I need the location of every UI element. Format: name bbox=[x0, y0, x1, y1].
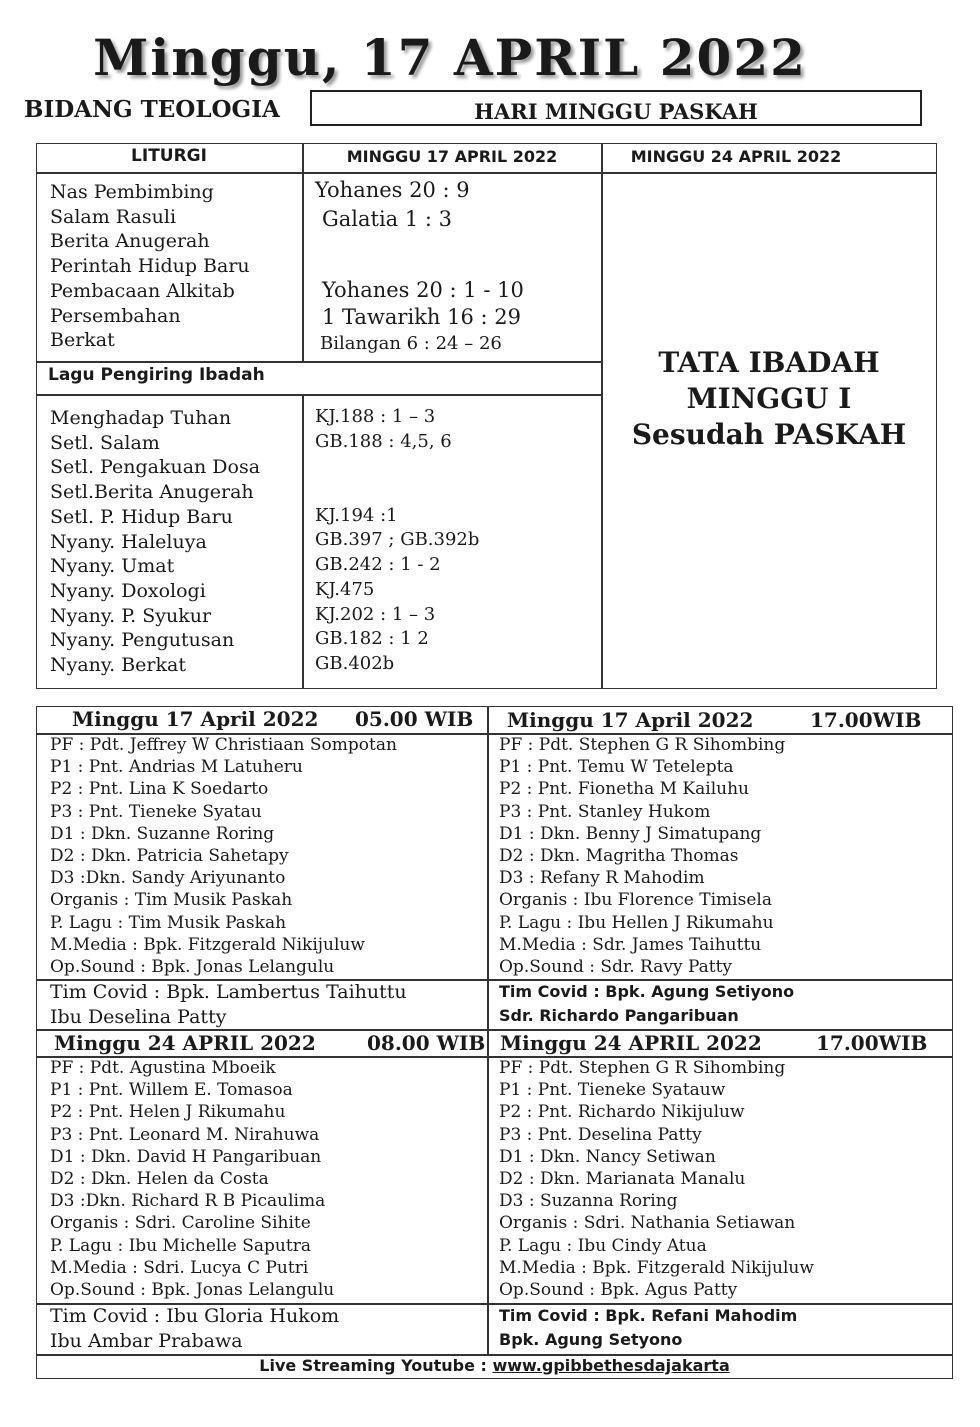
reading-ref: Bilangan 6 : 24 – 26 bbox=[320, 333, 502, 354]
list-item: Pembacaan Alkitab bbox=[50, 279, 235, 302]
list-item: Op.Sound : Bpk. Agus Patty bbox=[499, 1280, 738, 1301]
list-item: KJ.188 : 1 – 3 bbox=[315, 406, 436, 427]
list-item: Op.Sound : Bpk. Jonas Lelangulu bbox=[50, 957, 335, 978]
schedule-time: 08.00 WIB bbox=[367, 1031, 486, 1055]
schedule-date: Minggu 24 APRIL 2022 bbox=[500, 1031, 762, 1055]
list-item: Op.Sound : Bpk. Jonas Lelangulu bbox=[50, 1280, 335, 1301]
list-item: PF : Pdt. Jeffrey W Christiaan Sompotan bbox=[50, 735, 397, 755]
list-item: Persembahan bbox=[50, 304, 181, 327]
list-item: Menghadap Tuhan bbox=[50, 407, 232, 429]
list-item: P3 : Pnt. Leonard M. Nirahuwa bbox=[50, 1124, 320, 1145]
schedule-list bbox=[499, 1057, 814, 1301]
list-item: P3 : Pnt. Tieneke Syatau bbox=[50, 801, 262, 822]
list-item: Berita Anugerah bbox=[50, 230, 210, 253]
list-item: D3 : Suzanna Roring bbox=[499, 1191, 678, 1212]
list-item: P1 : Pnt. Andrias M Latuheru bbox=[50, 757, 303, 778]
reading-ref: Galatia 1 : 3 bbox=[322, 207, 453, 231]
lagu-values bbox=[315, 405, 479, 677]
list-item: M.Media : Bpk. Fitzgerald Nikijuluw bbox=[499, 1257, 814, 1278]
list-item: P3 : Pnt. Stanley Hukom bbox=[499, 801, 711, 822]
covid-team bbox=[50, 1304, 339, 1353]
list-item: Tim Covid : Ibu Gloria Hukom bbox=[50, 1305, 340, 1327]
list-item: P. Lagu : Ibu Michelle Saputra bbox=[50, 1235, 311, 1256]
list-item: D2 : Dkn. Helen da Costa bbox=[50, 1169, 269, 1190]
list-item: D3 :Dkn. Sandy Ariyunanto bbox=[50, 868, 286, 889]
list-item: Nas Pembimbing bbox=[50, 181, 214, 203]
list-item: D1 : Dkn. Suzanne Roring bbox=[50, 823, 275, 844]
liturgi-header: LITURGI bbox=[131, 146, 207, 166]
list-item: D2 : Dkn. Magritha Thomas bbox=[499, 846, 739, 867]
schedule-list bbox=[499, 734, 785, 978]
liturgi-items bbox=[50, 180, 250, 353]
minggu-17-header: MINGGU 17 APRIL 2022 bbox=[346, 147, 558, 166]
list-item: Nyany. P. Syukur bbox=[50, 604, 212, 627]
list-item: M.Media : Sdr. James Taihuttu bbox=[499, 934, 762, 955]
list-item: Organis : Sdri. Caroline Sihite bbox=[50, 1213, 311, 1234]
schedule-date: Minggu 17 April 2022 bbox=[72, 707, 319, 731]
list-item: Ibu Deselina Patty bbox=[50, 1005, 227, 1028]
list-item: Berkat bbox=[50, 329, 115, 352]
list-item: KJ.194 :1 bbox=[315, 504, 398, 526]
table-divider bbox=[302, 394, 304, 688]
list-item: Tim Covid : Bpk. Agung Setiyono bbox=[499, 982, 795, 1001]
table-divider bbox=[302, 143, 304, 361]
list-item: D2 : Dkn. Marianata Manalu bbox=[499, 1169, 746, 1190]
list-item: P1 : Pnt. Tieneke Syatauw bbox=[499, 1080, 726, 1101]
tata-ibadah-line: TATA IBADAH bbox=[658, 346, 880, 379]
tata-ibadah-line: Sesudah PASKAH bbox=[631, 418, 907, 451]
list-item bbox=[315, 454, 479, 479]
list-item: Nyany. Berkat bbox=[50, 654, 186, 677]
list-item: D1 : Dkn. Nancy Setiwan bbox=[499, 1146, 716, 1167]
list-item: P2 : Pnt. Helen J Rikumahu bbox=[50, 1102, 286, 1123]
list-item: Organis : Tim Musik Paskah bbox=[50, 890, 293, 911]
list-item: D3 : Refany R Mahodim bbox=[499, 868, 705, 889]
bidang-label: BIDANG TEOLOGIA bbox=[24, 96, 280, 123]
schedule-time: 17.00WIB bbox=[810, 708, 922, 732]
list-item: D3 :Dkn. Richard R B Picaulima bbox=[50, 1191, 326, 1212]
covid-team bbox=[499, 980, 794, 1028]
list-item: D1 : Dkn. Benny J Simatupang bbox=[499, 823, 762, 844]
list-item: Organis : Sdri. Nathania Setiawan bbox=[499, 1213, 796, 1234]
list-item: Nyany. Haleluya bbox=[50, 530, 207, 553]
reading-ref: Yohanes 20 : 1 - 10 bbox=[322, 278, 524, 302]
list-item: P2 : Pnt. Richardo Nikijuluw bbox=[499, 1102, 745, 1123]
list-item: P2 : Pnt. Fionetha M Kailuhu bbox=[499, 779, 749, 800]
page-title: Minggu, 17 APRIL 2022 bbox=[93, 28, 807, 87]
list-item: Tim Covid : Bpk. Lambertus Taihuttu bbox=[50, 981, 407, 1003]
list-item: GB.188 : 4,5, 6 bbox=[315, 430, 452, 452]
list-item: Setl. P. Hidup Baru bbox=[50, 505, 233, 528]
tata-ibadah-line: MINGGU I bbox=[686, 382, 852, 415]
list-item: P1 : Pnt. Willem E. Tomasoa bbox=[50, 1080, 293, 1101]
list-item bbox=[315, 479, 479, 504]
list-item: P. Lagu : Ibu Hellen J Rikumahu bbox=[499, 912, 774, 933]
list-item: P1 : Pnt. Temu W Tetelepta bbox=[499, 757, 734, 778]
list-item: PF : Pdt. Stephen G R Sihombing bbox=[499, 735, 786, 755]
list-item: Organis : Ibu Florence Timisela bbox=[499, 890, 772, 911]
tata-ibadah bbox=[602, 345, 936, 453]
covid-team bbox=[499, 1304, 797, 1352]
list-item: Op.Sound : Sdr. Ravy Patty bbox=[499, 957, 733, 978]
list-item: D2 : Dkn. Patricia Sahetapy bbox=[50, 846, 289, 867]
schedule-list bbox=[50, 734, 397, 978]
list-item: Setl. Pengakuan Dosa bbox=[50, 456, 261, 479]
list-item: P. Lagu : Ibu Cindy Atua bbox=[499, 1235, 707, 1256]
list-item: Sdr. Richardo Pangaribuan bbox=[499, 1006, 739, 1025]
list-item: M.Media : Sdri. Lucya C Putri bbox=[50, 1257, 309, 1278]
schedule-time: 17.00WIB bbox=[816, 1031, 928, 1055]
list-item: KJ.202 : 1 – 3 bbox=[315, 603, 436, 625]
list-item: P. Lagu : Tim Musik Paskah bbox=[50, 912, 287, 933]
list-item: Bpk. Agung Setyono bbox=[499, 1330, 683, 1349]
list-item: KJ.475 bbox=[315, 578, 375, 600]
list-item: GB.182 : 1 2 bbox=[315, 628, 429, 650]
hari-label: HARI MINGGU PASKAH bbox=[310, 90, 922, 126]
list-item: GB.242 : 1 - 2 bbox=[315, 554, 441, 576]
list-item: PF : Pdt. Agustina Mboeik bbox=[50, 1058, 276, 1078]
youtube-link[interactable]: www.gpibbethesdajakarta bbox=[492, 1356, 730, 1375]
list-item: Tim Covid : Bpk. Refani Mahodim bbox=[499, 1306, 798, 1325]
list-item: P3 : Pnt. Deselina Patty bbox=[499, 1124, 702, 1145]
list-item: Nyany. Umat bbox=[50, 555, 175, 578]
list-item: GB.397 ; GB.392b bbox=[315, 529, 480, 551]
list-item: Salam Rasuli bbox=[50, 205, 177, 228]
schedule-date: Minggu 24 APRIL 2022 bbox=[54, 1031, 316, 1055]
schedule-time: 05.00 WIB bbox=[355, 707, 474, 731]
list-item: Setl.Berita Anugerah bbox=[50, 481, 254, 504]
schedule-date: Minggu 17 April 2022 bbox=[507, 708, 754, 732]
table-divider bbox=[36, 172, 937, 174]
minggu-24-header: MINGGU 24 APRIL 2022 bbox=[630, 147, 842, 166]
schedule-list bbox=[50, 1057, 334, 1301]
reading-ref: 1 Tawarikh 16 : 29 bbox=[322, 305, 521, 329]
live-streaming-footer bbox=[36, 1356, 953, 1375]
covid-team bbox=[50, 980, 407, 1029]
lagu-header: Lagu Pengiring Ibadah bbox=[48, 365, 265, 385]
list-item: Nyany. Pengutusan bbox=[50, 629, 235, 652]
reading-ref: Yohanes 20 : 9 bbox=[315, 178, 470, 202]
list-item: Nyany. Doxologi bbox=[50, 579, 206, 602]
table-divider bbox=[36, 394, 602, 396]
list-item: Setl. Salam bbox=[50, 431, 160, 454]
list-item: PF : Pdt. Stephen G R Sihombing bbox=[499, 1058, 786, 1078]
list-item: M.Media : Bpk. Fitzgerald Nikijuluw bbox=[50, 934, 365, 955]
list-item: P2 : Pnt. Lina K Soedarto bbox=[50, 779, 269, 800]
list-item: Perintah Hidup Baru bbox=[50, 255, 250, 278]
list-item: Ibu Ambar Prabawa bbox=[50, 1329, 243, 1352]
list-item: GB.402b bbox=[315, 652, 395, 674]
streaming-label: Live Streaming Youtube : bbox=[259, 1356, 493, 1375]
table-divider bbox=[36, 361, 602, 363]
lagu-items bbox=[50, 406, 260, 678]
list-item: D1 : Dkn. David H Pangaribuan bbox=[50, 1146, 322, 1167]
